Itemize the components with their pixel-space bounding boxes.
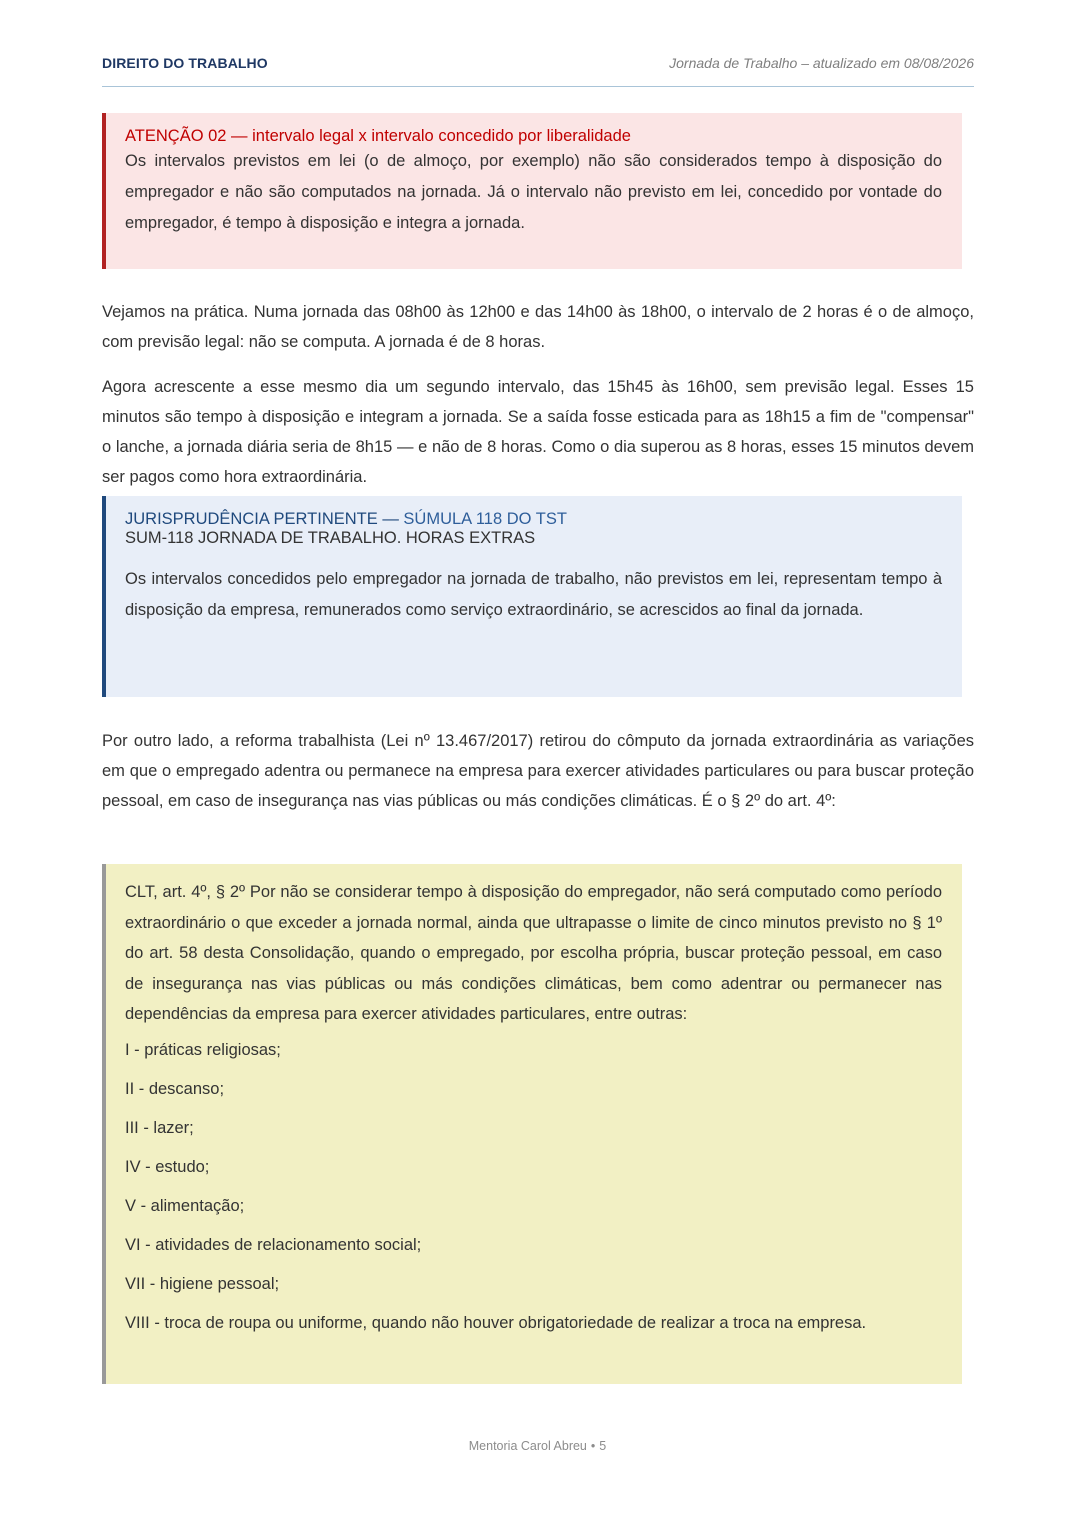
law-list-item: IV - estudo; — [125, 1157, 210, 1176]
attention-body: Os intervalos previstos em lei (o de almoço, por exemplo) não são considerados tempo à disposição do empregador e não são computados na jornada. Já o intervalo não previsto em lei, concedido por vontade do empregador, é tempo à disposição e integra a jornada. — [125, 152, 942, 232]
jurisprudence-title-strong: JURISPRUDÊNCIA PERTINENTE — — [125, 510, 399, 528]
law-quote-box — [102, 864, 962, 1384]
law-list-item: II - descanso; — [125, 1079, 225, 1098]
law-quote-body: CLT, art. 4º, § 2º Por não se considerar tempo à disposição do empregador, não será computado como período extraordinário o que exceder a jornada normal, ainda que ultrapasse o limite de cinco minutos previsto no § 1º do art. 58 desta Consolidação, quando o empregado, por escolha própria, buscar proteção pessoal, em caso de insegurança nas vias públicas ou más condições climáticas, bem como adentrar ou permanecer nas dependências da empresa para exercer atividades particulares, entre outras: — [125, 883, 942, 1023]
paragraph-second-interval: Agora acrescente a esse mesmo dia um segundo intervalo, das 15h45 às 16h00, sem previsão legal. Esses 15 minutos são tempo à disposição e integram a jornada. Se a saída fosse esticada para as 18h15 a fim de "compensar" o lanche, a jornada diária seria de 8h15 — e não de 8 horas. Como o dia superou as 8 horas, esses 15 minutos devem ser pagos como hora extraordinária. — [102, 378, 974, 486]
jurisprudence-title-light: SÚMULA 118 DO TST — [403, 510, 567, 528]
paragraph-practice: Vejamos na prática. Numa jornada das 08h00 às 12h00 e das 14h00 às 18h00, o intervalo de 2 horas é o de almoço, com previsão legal: não se computa. A jornada é de 8 horas. — [102, 303, 974, 351]
law-list-item: VI - atividades de relacionamento social; — [125, 1235, 422, 1254]
law-list-item: I - práticas religiosas; — [125, 1040, 281, 1059]
jurisprudence-subtitle: SUM-118 JORNADA DE TRABALHO. HORAS EXTRAS — [125, 529, 536, 547]
jurisprudence-body: Os intervalos concedidos pelo empregador na jornada de trabalho, não previstos em lei, representam tempo à disposição da empresa, remunerados como serviço extraordinário, se acrescidos ao final da jornada. — [125, 570, 942, 619]
header-section-title: DIREITO DO TRABALHO — [102, 55, 268, 71]
attention-box — [102, 113, 962, 269]
jurisprudence-title — [125, 510, 942, 529]
paragraph-reform: Por outro lado, a reforma trabalhista (Lei nº 13.467/2017) retirou do cômputo da jornada extraordinária as variações em que o empregado adentra ou permanece na empresa para exercer atividades particulares ou para buscar proteção pessoal, em caso de insegurança nas vias públicas ou más condições climáticas. É o § 2º do art. 4º: — [102, 732, 974, 810]
law-list-item: VIII - troca de roupa ou uniforme, quando não houver obrigatoriedade de realizar a troca na empresa. — [125, 1313, 867, 1332]
law-list-item: VII - higiene pessoal; — [125, 1274, 280, 1293]
attention-title: ATENÇÃO 02 — intervalo legal x intervalo concedido por liberalidade — [125, 127, 631, 145]
header-document-title: Jornada de Trabalho – atualizado em 08/08/2026 — [669, 55, 974, 71]
page-number: 5 — [599, 1439, 607, 1453]
law-list-item: V - alimentação; — [125, 1196, 245, 1215]
page-footer — [0, 1439, 1075, 1453]
law-list-item: III - lazer; — [125, 1118, 194, 1137]
footer-author: Mentoria Carol Abreu — [468, 1439, 587, 1453]
footer-separator: • — [590, 1439, 596, 1453]
jurisprudence-box — [102, 496, 962, 697]
page-header — [102, 52, 974, 87]
